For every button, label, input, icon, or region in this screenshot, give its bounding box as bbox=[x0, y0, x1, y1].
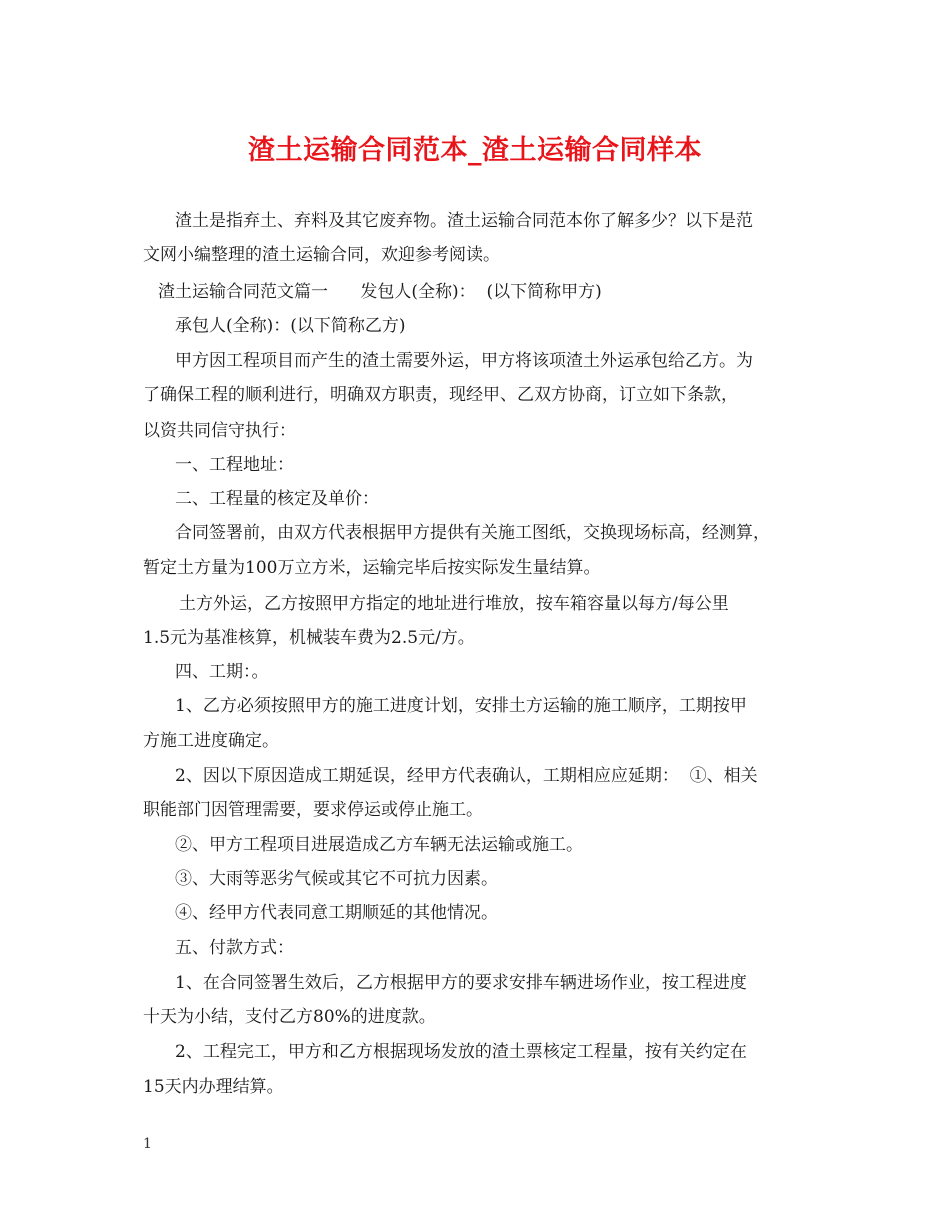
body-line-11: 暂定土方量为100万立方米，运输完毕后按实际发生量结算。 bbox=[143, 558, 601, 578]
body-line-10: 合同签署前，由双方代表根据甲方提供有关施工图纸，交换现场标高，经测算， bbox=[175, 523, 770, 543]
body-line-1: 渣土是指弃土、弃料及其它废弃物。渣土运输合同范本你了解多少？以下是范 bbox=[175, 211, 753, 231]
body-line-9: 二、工程量的核定及单价： bbox=[175, 489, 379, 509]
body-line-15: 1、乙方必须按照甲方的施工进度计划，安排土方运输的施工顺序，工期按甲 bbox=[175, 696, 747, 716]
body-line-24: 十天为小结，支付乙方80%的进度款。 bbox=[143, 1007, 436, 1027]
body-line-12: 土方外运，乙方按照甲方指定的地址进行堆放，按车箱容量以每方/每公里 bbox=[179, 594, 729, 614]
body-line-6: 了确保工程的顺利进行，明确双方职责，现经甲、乙双方协商，订立如下条款， bbox=[143, 385, 738, 405]
body-line-20: ③、大雨等恶劣气候或其它不可抗力因素。 bbox=[175, 869, 498, 889]
body-line-22: 五、付款方式： bbox=[175, 938, 294, 958]
body-line-5: 甲方因工程项目而产生的渣土需要外运，甲方将该项渣土外运承包给乙方。为 bbox=[175, 351, 753, 371]
page-number: 1 bbox=[143, 1136, 152, 1152]
body-line-3: 渣土运输合同范文篇一 发包人(全称)： (以下简称甲方) bbox=[158, 282, 602, 302]
body-line-21: ④、经甲方代表同意工期顺延的其他情况。 bbox=[175, 903, 498, 923]
body-line-17: 2、因以下原因造成工期延误，经甲方代表确认，工期相应应延期： ①、相关 bbox=[175, 766, 758, 786]
document-title: 渣土运输合同范本_渣土运输合同样本 bbox=[248, 135, 702, 166]
body-line-13: 1.5元为基准核算，机械装车费为2.5元/方。 bbox=[143, 628, 475, 648]
body-line-4: 承包人(全称)：(以下简称乙方) bbox=[175, 316, 406, 336]
body-line-7: 以资共同信守执行： bbox=[143, 421, 296, 441]
body-line-23: 1、在合同签署生效后，乙方根据甲方的要求安排车辆进场作业，按工程进度 bbox=[175, 973, 747, 993]
body-line-26: 15天内办理结算。 bbox=[143, 1077, 284, 1097]
body-line-16: 方施工进度确定。 bbox=[143, 731, 279, 751]
body-line-18: 职能部门因管理需要，要求停运或停止施工。 bbox=[143, 800, 483, 820]
body-line-14: 四、工期：。 bbox=[175, 662, 269, 682]
body-line-19: ②、甲方工程项目进展造成乙方车辆无法运输或施工。 bbox=[175, 835, 583, 855]
body-line-25: 2、工程完工，甲方和乙方根据现场发放的渣土票核定工程量，按有关约定在 bbox=[175, 1042, 747, 1062]
body-line-8: 一、工程地址： bbox=[175, 455, 294, 475]
body-line-2: 文网小编整理的渣土运输合同，欢迎参考阅读。 bbox=[143, 245, 500, 265]
